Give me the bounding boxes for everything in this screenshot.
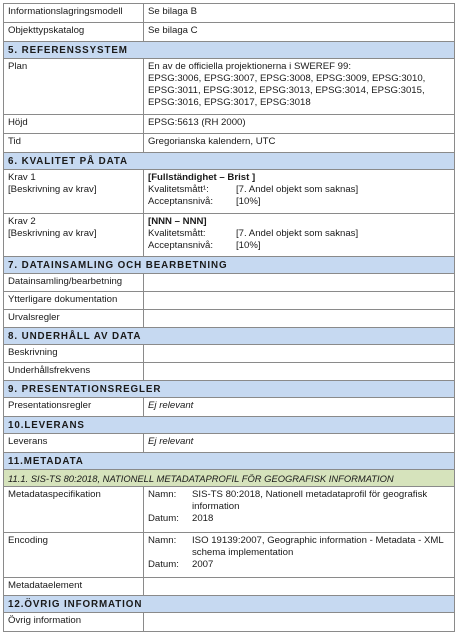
table-row — [4, 363, 454, 381]
table-row — [4, 310, 454, 328]
row-label: Plan — [4, 59, 144, 114]
row-label: Leverans — [4, 434, 144, 452]
table-row-krav2 — [4, 214, 454, 257]
row-label: Höjd — [4, 115, 144, 133]
table-row-tid — [4, 134, 454, 153]
row-label: Underhållsfrekvens — [4, 363, 144, 380]
row-label: Beskrivning — [4, 345, 144, 362]
table-row — [4, 613, 454, 631]
row-value — [144, 274, 454, 291]
metadataspecifikation-value — [144, 487, 454, 532]
row-label: Metadataelement — [4, 578, 144, 595]
row-label: Tid — [4, 134, 144, 152]
namn-label: Namn: — [148, 489, 177, 500]
row-value: Se bilaga C — [148, 25, 198, 36]
table-row — [4, 274, 454, 292]
datum-value: 2007 — [192, 559, 214, 570]
namn-value: SIS-TS 80:2018, Nationell metadataprofil för geografisk information — [192, 489, 428, 512]
plan-value — [144, 59, 454, 114]
datum-label: Datum: — [148, 559, 179, 570]
row-label: Informationslagringsmodell — [4, 4, 144, 22]
row-label: Urvalsregler — [4, 310, 144, 327]
namn-value: ISO 19139:2007, Geographic information - Metadata - XML schema implementation — [192, 535, 444, 558]
section-header-referenssystem: 5. REFERENSSYSTEM — [4, 42, 454, 59]
section-header-kvalitet: 6. KVALITET PÅ DATA — [4, 153, 454, 170]
kvalitetsmatt-label: Kvalitetsmått: — [148, 228, 206, 239]
namn-label: Namn: — [148, 535, 177, 546]
row-value — [144, 613, 454, 631]
krav-heading: [Fullständighet – Brist ] — [148, 172, 256, 183]
krav-heading: [NNN – NNN] — [148, 216, 207, 227]
krav-label — [4, 170, 144, 213]
table-row — [4, 434, 454, 453]
row-label: Övrig information — [4, 613, 144, 631]
specification-table — [3, 3, 455, 632]
section-header-leverans: 10.LEVERANS — [4, 417, 454, 434]
krav-value — [144, 170, 454, 213]
row-value — [144, 310, 454, 327]
krav-description: [Beskrivning av krav] — [8, 228, 97, 239]
row-label: Datainsamling/bearbetning — [4, 274, 144, 291]
table-row — [4, 23, 454, 42]
section-header-datainsamling: 7. DATAINSAMLING OCH BEARBETNING — [4, 257, 454, 274]
kvalitetsmatt-value: [7. Andel objekt som saknas] — [236, 184, 359, 195]
plan-line: En av de officiella projektionerna i SWEREF 99: — [148, 61, 351, 72]
table-row-encoding — [4, 533, 454, 578]
plan-line: EPSG:3011, EPSG:3012, EPSG:3013, EPSG:3014, EPSG:3015, — [148, 85, 425, 96]
section-header-ovrig-information: 12.ÖVRIG INFORMATION — [4, 596, 454, 613]
plan-line: EPSG:3006, EPSG:3007, EPSG:3008, EPSG:3009, EPSG:3010, — [148, 73, 426, 84]
table-row-metadataelement — [4, 578, 454, 596]
acceptansniva-value: [10%] — [236, 196, 261, 207]
acceptansniva-label: Acceptansnivå: — [148, 240, 214, 251]
datum-label: Datum: — [148, 513, 179, 524]
row-value: Ej relevant — [148, 436, 194, 447]
row-label: Encoding — [4, 533, 144, 577]
row-value: Ej relevant — [148, 400, 194, 411]
table-row — [4, 4, 454, 23]
section-header-underhall: 8. UNDERHÅLL AV DATA — [4, 328, 454, 345]
plan-line: EPSG:3016, EPSG:3017, EPSG:3018 — [148, 97, 311, 108]
table-row-hojd — [4, 115, 454, 134]
row-label: Presentationsregler — [4, 398, 144, 416]
row-label: Ytterligare dokumentation — [4, 292, 144, 309]
table-row-krav1 — [4, 170, 454, 214]
kvalitetsmatt-label: Kvalitetsmått¹: — [148, 184, 209, 195]
row-label: Metadataspecifikation — [4, 487, 144, 532]
table-row — [4, 292, 454, 310]
krav-number: Krav 1 — [8, 172, 36, 183]
krav-value — [144, 214, 454, 256]
row-label: Objekttypskatalog — [4, 23, 144, 41]
section-header-presentationsregler: 9. PRESENTATIONSREGLER — [4, 381, 454, 398]
row-value — [144, 363, 454, 380]
row-value: Se bilaga B — [148, 6, 198, 17]
row-value: Gregorianska kalendern, UTC — [148, 136, 276, 147]
row-value — [144, 345, 454, 362]
section-header-metadata: 11.METADATA — [4, 453, 454, 470]
table-row-plan — [4, 59, 454, 115]
subsection-header-metadataprofil: 11.1. SIS-TS 80:2018, NATIONELL METADATAPROFIL FÖR GEOGRAFISK INFORMATION — [4, 470, 454, 487]
row-value — [144, 292, 454, 309]
table-row — [4, 345, 454, 363]
kvalitetsmatt-value: [7. Andel objekt som saknas] — [236, 228, 359, 239]
krav-description: [Beskrivning av krav] — [8, 184, 97, 195]
acceptansniva-value: [10%] — [236, 240, 261, 251]
encoding-value — [144, 533, 454, 577]
table-row — [4, 398, 454, 417]
datum-value: 2018 — [192, 513, 214, 524]
krav-number: Krav 2 — [8, 216, 36, 227]
table-row-metadataspecifikation — [4, 487, 454, 533]
row-value: EPSG:5613 (RH 2000) — [148, 117, 246, 128]
krav-label — [4, 214, 144, 256]
row-value — [144, 578, 454, 595]
acceptansniva-label: Acceptansnivå: — [148, 196, 214, 207]
